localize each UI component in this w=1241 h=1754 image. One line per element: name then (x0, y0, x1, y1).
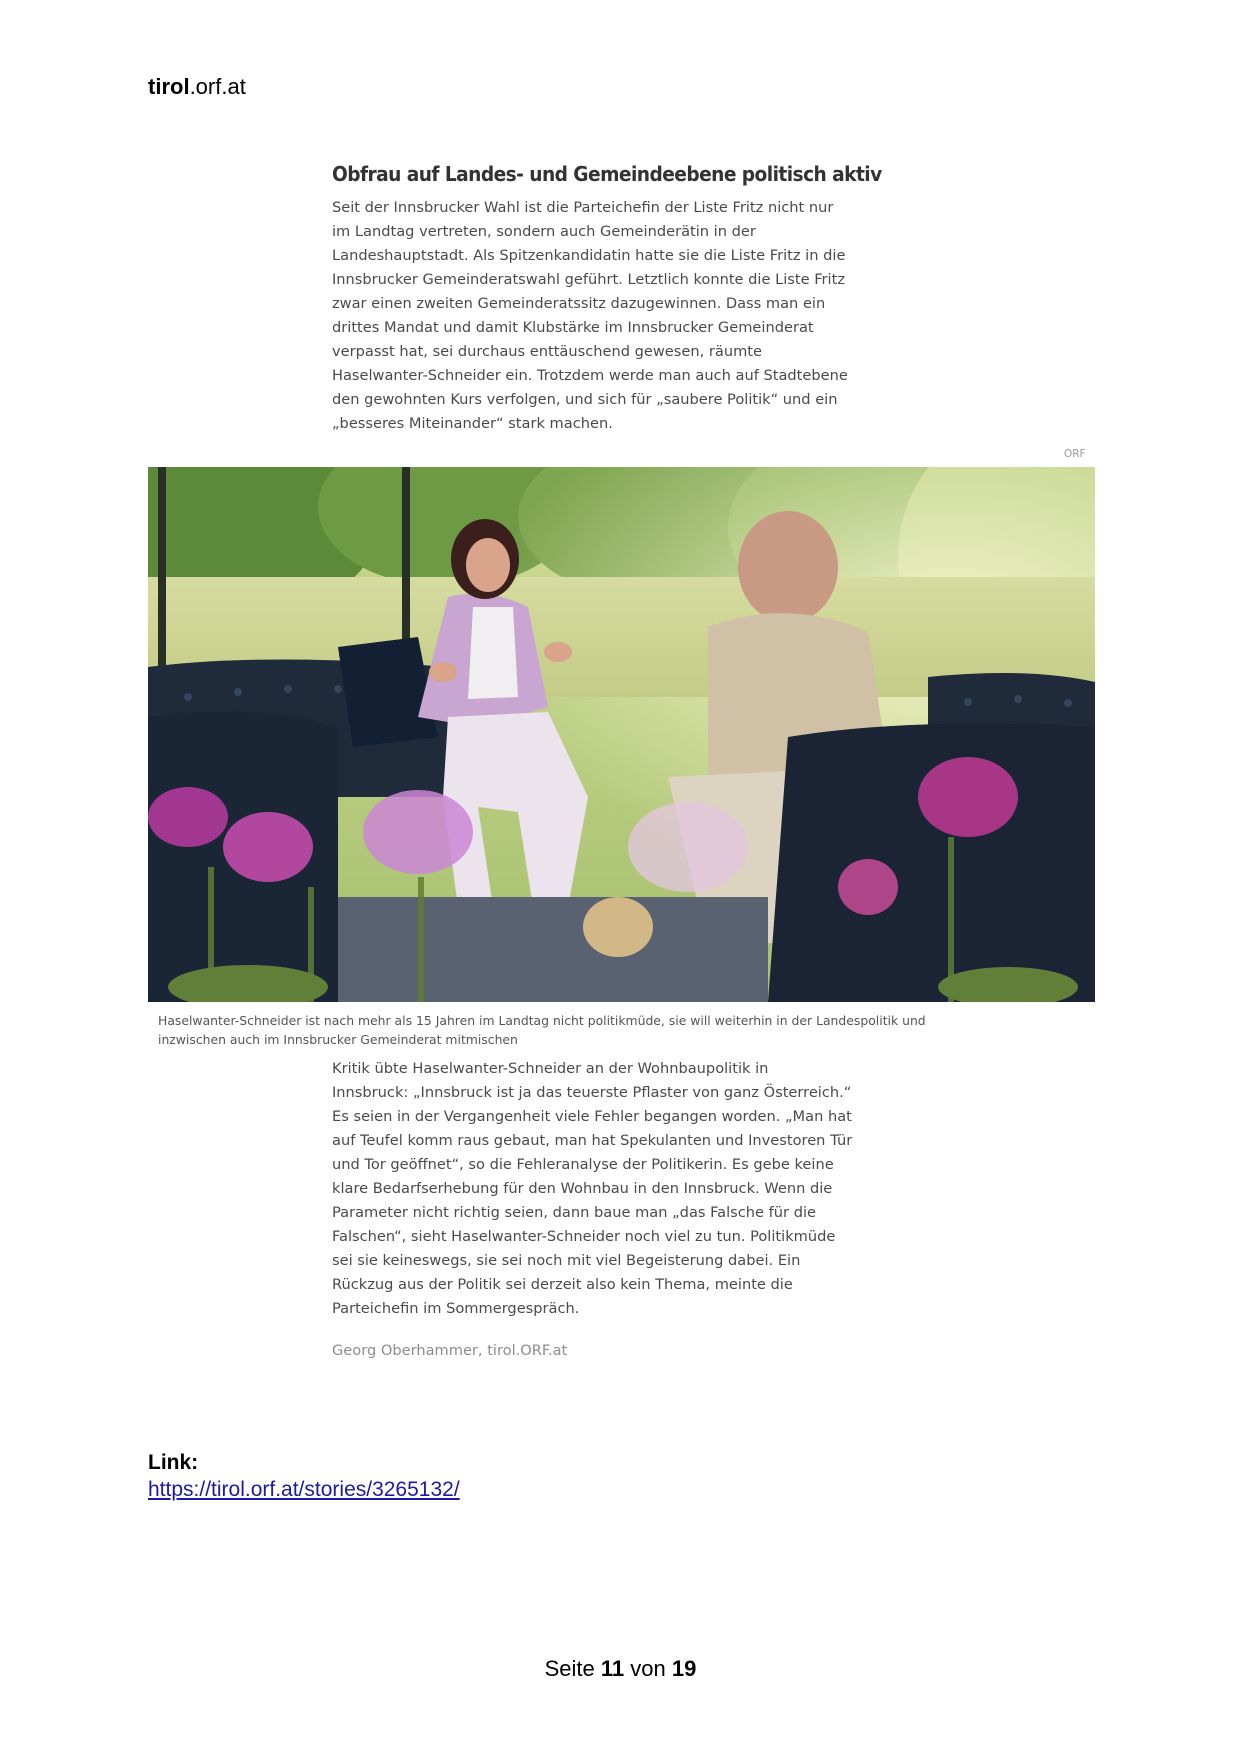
paragraph-line: Innsbrucker Gemeinderatswahl geführt. Letztlich konnte die Liste Fritz (332, 271, 845, 288)
author-byline: Georg Oberhammer, tirol.ORF.at (332, 1342, 568, 1359)
photo-credit: ORF (1064, 448, 1086, 460)
paragraph-line: verpasst hat, sei durchaus enttäuschend gewesen, räumte (332, 343, 763, 360)
paragraph-line: und Tor geöffnet“, so die Fehleranalyse der Politikerin. Es gebe keine (332, 1156, 834, 1173)
site-name-bold: tirol (148, 74, 190, 99)
total-pages: 19 (671, 1656, 697, 1681)
current-page: 11 (600, 1656, 625, 1681)
paragraph-line: Haselwanter-Schneider ein. Trotzdem werde man auch auf Stadtebene (332, 367, 848, 384)
site-name-rest: .orf.at (189, 74, 246, 99)
page-middle: von (630, 1656, 666, 1681)
paragraph-line: Kritik übte Haselwanter-Schneider an der Wohnbaupolitik in (332, 1060, 769, 1077)
article-paragraph-2 (332, 1057, 902, 1321)
paragraph-line: Landeshauptstadt. Als Spitzenkandidatin hatte sie die Liste Fritz in die (332, 247, 846, 264)
paragraph-line: Es seien in der Vergangenheit viele Fehler begangen worden. „Man hat (332, 1108, 852, 1125)
link-block (148, 1449, 460, 1503)
page-number (0, 1656, 1241, 1682)
paragraph-line: klare Bedarfserhebung für den Wohnbau in den Innsbruck. Wenn die (332, 1180, 833, 1197)
paragraph-line: Falschen“, sieht Haselwanter-Schneider noch viel zu tun. Politikmüde (332, 1228, 836, 1245)
paragraph-line: drittes Mandat und damit Klubstärke im Innsbrucker Gemeinderat (332, 319, 814, 336)
caption-line: Haselwanter-Schneider ist nach mehr als 15 Jahren im Landtag nicht politikmüde, sie will weiterhin in der Landespolitik und (158, 1013, 926, 1028)
paragraph-line: zwar einen zweiten Gemeinderatssitz dazugewinnen. Dass man ein (332, 295, 826, 312)
caption-line: inzwischen auch im Innsbrucker Gemeinderat mitmischen (158, 1032, 518, 1047)
paragraph-line: Rückzug aus der Politik sei derzeit also kein Thema, meinte die (332, 1276, 793, 1293)
site-header (148, 74, 246, 100)
paragraph-line: im Landtag vertreten, sondern auch Gemeinderätin in der (332, 223, 756, 240)
interview-photo (148, 467, 1095, 1002)
article-paragraph-1 (332, 196, 902, 436)
photo-caption (158, 1011, 1058, 1049)
paragraph-line: Parameter nicht richtig seien, dann baue man „das Falsche für die (332, 1204, 816, 1221)
paragraph-line: den gewohnten Kurs verfolgen, und sich für „saubere Politik“ und ein (332, 391, 838, 408)
paragraph-line: „besseres Miteinander“ stark machen. (332, 415, 613, 432)
section-title: Obfrau auf Landes- und Gemeindeebene politisch aktiv (332, 162, 882, 186)
link-label: Link: (148, 1451, 199, 1474)
paragraph-line: Parteichefin im Sommergespräch. (332, 1300, 580, 1317)
page-prefix: Seite (544, 1656, 595, 1681)
story-link[interactable]: https://tirol.orf.at/stories/3265132/ (148, 1478, 460, 1501)
paragraph-line: Innsbruck: „Innsbruck ist ja das teuerste Pflaster von ganz Österreich.“ (332, 1084, 852, 1101)
paragraph-line: Seit der Innsbrucker Wahl ist die Parteichefin der Liste Fritz nicht nur (332, 199, 834, 216)
paragraph-line: sei sie keineswegs, sie sei noch mit viel Begeisterung dabei. Ein (332, 1252, 801, 1269)
paragraph-line: auf Teufel komm raus gebaut, man hat Spekulanten und Investoren Tür (332, 1132, 853, 1149)
